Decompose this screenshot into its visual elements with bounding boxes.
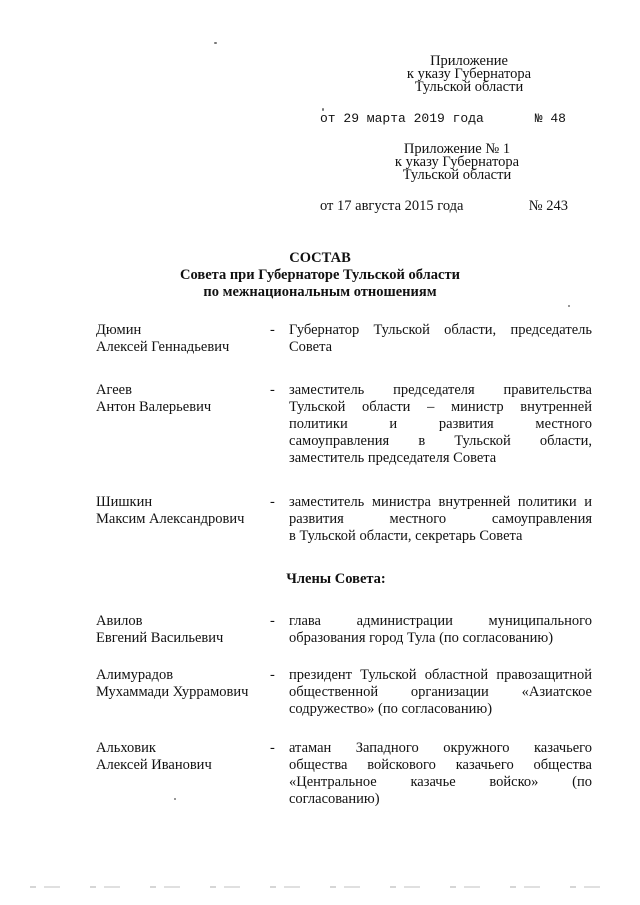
scan-speck xyxy=(214,42,217,44)
member-entry xyxy=(96,667,596,721)
appendix-current-number: № 48 xyxy=(534,111,566,126)
member-role-line: Совета xyxy=(289,339,333,355)
member-role xyxy=(289,613,592,647)
member-role-line: заместитель министра внутренней политики и xyxy=(289,494,592,510)
member-role-line: заместитель председателя правительства xyxy=(289,382,592,398)
member-name xyxy=(96,740,266,774)
member-role xyxy=(289,740,592,808)
appendix-original-line: Тульской области xyxy=(402,167,512,183)
member-dash: - xyxy=(270,667,275,683)
member-role xyxy=(289,667,592,718)
member-entry xyxy=(96,494,596,548)
member-role-line: самоуправления в Тульской области, xyxy=(289,433,592,449)
member-dash: - xyxy=(270,740,275,756)
member-surname: Альховик xyxy=(96,740,156,756)
member-role-line: президент Тульской областной правозащитной xyxy=(289,667,592,683)
appendix-original-date: от 17 августа 2015 года xyxy=(320,198,464,214)
member-given-names: Алексей Геннадьевич xyxy=(96,339,230,355)
appendix-current-date: от 29 марта 2019 года xyxy=(320,111,484,126)
member-role-line: образования город Тула (по согласованию) xyxy=(289,630,554,646)
member-given-names: Мухаммади Хуррамович xyxy=(96,684,249,700)
member-role-line: атаман Западного окружного казачьего xyxy=(289,740,592,756)
member-role-line: общественной организации «Азиатское xyxy=(289,684,592,700)
appendix-original xyxy=(337,143,577,182)
member-entry xyxy=(96,613,596,653)
appendix-original-line: Приложение № 1 xyxy=(403,141,511,157)
member-role-line: «Центральное казачье войско» (по xyxy=(289,774,592,790)
member-role-line: глава администрации муниципального xyxy=(289,613,592,629)
member-surname: Авилов xyxy=(96,613,143,629)
member-given-names: Евгений Васильевич xyxy=(96,630,224,646)
member-role xyxy=(289,322,592,356)
members-heading: Члены Совета: xyxy=(286,571,386,587)
member-given-names: Антон Валерьевич xyxy=(96,399,212,415)
title-heading: СОСТАВ xyxy=(289,250,351,266)
title-line-2: по межнациональным отношениям xyxy=(203,284,437,300)
appendix-current-line: Тульской области xyxy=(414,79,524,95)
member-role-line: Губернатор Тульской области, председатель xyxy=(289,322,592,338)
member-role-line: в Тульской области, секретарь Совета xyxy=(289,528,523,544)
member-given-names: Максим Александрович xyxy=(96,511,245,527)
member-role-line: Тульской области – министр внутренней xyxy=(289,399,592,415)
member-role xyxy=(289,494,592,545)
member-role-line: политики и развития местного xyxy=(289,416,592,432)
member-dash: - xyxy=(270,613,275,629)
appendix-original-date-line xyxy=(320,198,568,215)
appendix-current-date-line xyxy=(320,110,566,127)
member-role-line: заместитель председателя Совета xyxy=(289,450,497,466)
document-title xyxy=(0,250,640,301)
member-given-names: Алексей Иванович xyxy=(96,757,212,773)
member-role-line: согласованию) xyxy=(289,791,380,807)
scan-speck xyxy=(568,305,570,307)
member-role-line: содружество» (по согласованию) xyxy=(289,701,493,717)
member-role-line: общества войскового казачьего общества xyxy=(289,757,592,773)
member-entry xyxy=(96,382,596,472)
title-line-1: Совета при Губернаторе Тульской области xyxy=(180,267,460,283)
appendix-current xyxy=(349,55,589,94)
member-dash: - xyxy=(270,494,275,510)
member-entry xyxy=(96,740,596,812)
appendix-original-number: № 243 xyxy=(528,198,568,214)
member-name xyxy=(96,494,266,528)
member-surname: Дюмин xyxy=(96,322,142,338)
member-name xyxy=(96,667,266,701)
member-dash: - xyxy=(270,322,275,338)
appendix-current-line: к указу Губернатора xyxy=(406,66,532,82)
member-surname: Агеев xyxy=(96,382,132,398)
member-surname: Шишкин xyxy=(96,494,153,510)
member-name xyxy=(96,322,266,356)
member-role xyxy=(289,382,592,467)
member-entry xyxy=(96,322,596,362)
member-name xyxy=(96,382,266,416)
appendix-original-line: к указу Губернатора xyxy=(394,154,520,170)
appendix-current-line: Приложение xyxy=(430,53,508,69)
member-surname: Алимурадов xyxy=(96,667,174,683)
member-dash: - xyxy=(270,382,275,398)
scan-artifact-line xyxy=(30,886,620,888)
member-role-line: развития местного самоуправления xyxy=(289,511,592,527)
member-name xyxy=(96,613,266,647)
